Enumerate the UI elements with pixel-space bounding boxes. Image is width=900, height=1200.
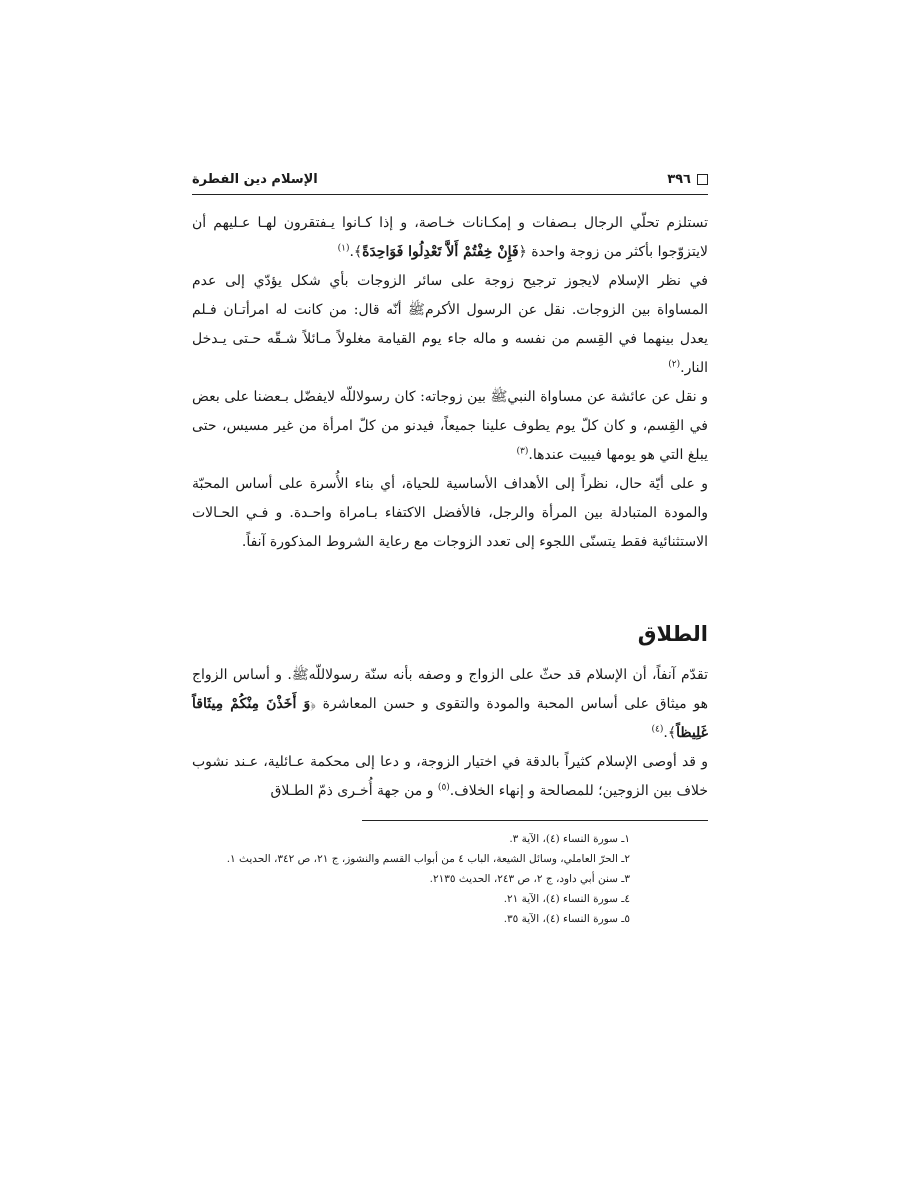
footnote-ref: (٥) xyxy=(437,782,450,793)
footnotes xyxy=(192,829,708,929)
section-heading: الطلاق xyxy=(637,622,708,646)
square-box-icon xyxy=(697,174,708,185)
section-paragraph-2: و قد أوصى الإسلام كثيراً بالدقة في اختيار الزوجة، و دعا إلى محكمة عـائلية، عـند نشوب خلاف بين الزوجين؛ للمصالحة و إنهاء الخلاف.$^{(٥)}$ و من جهة أُخـرى ذمّ الطـلاق xyxy=(192,754,708,799)
footnote: ١ـ سورة النساء (٤)، الآية ٣. xyxy=(509,833,630,845)
footnote-separator xyxy=(362,820,708,821)
book-title: الإسلام دين الفطرة xyxy=(192,172,318,187)
paragraph-4: و على أيّة حال، نظراً إلى الأهداف الأساسية للحياة، أي بناء الأُسرة على أساس المحبّة والمودة المتبادلة بين المرأة والرجل، فالأفضل الاكتفاء بـامراة واحـدة. و فـي الحـالات الاستثنائية فقط يتسنّى اللجوء إلى تعدد الزوجات مع رعاية الشروط المذكورة آنفاً. xyxy=(192,476,708,550)
footnote-ref: (١) xyxy=(337,243,350,254)
quran-verse: فَإِنْ خِفْتُمْ أَلاَّ تَعْدِلُوا فَوَاحِدَةً xyxy=(362,244,519,260)
page-number-group xyxy=(667,172,708,187)
footnote-ref: (٢) xyxy=(668,359,681,370)
footnote: ٢ـ الحرّ العاملي، وسائل الشيعة، الباب ٤ من أبواب القسم والنشوز، ج ٢١، ص ٣٤٢، الحديث ١. xyxy=(226,853,630,865)
quran-verse: وَ أَخَذْنَ مِنْكُمْ مِيثَاقاً غَلِيظاً xyxy=(192,696,708,741)
paragraph-1: تستلزم تحلّي الرجال بـصفات و إمكـانات خـاصة، و إذا كـانوا يـفتقرون لهـا عـليهم أن لايتزوّجوا بأكثر من زوجة واحدة ﴿فَإِنْ خِفْتُمْ أَلاَّ تَعْدِلُوا فَوَاحِدَةً﴾.$^{(١)}$ xyxy=(192,215,708,260)
page-number: ٣٩٦ xyxy=(667,172,691,187)
footnote-ref: (٤) xyxy=(651,724,664,735)
footnote-ref: (٣) xyxy=(516,446,529,457)
paragraph-3: و نقل عن عائشة عن مساواة النبيﷺ بين زوجاته: كان رسولاللّه لايفضّل بـعضنا على بعض في القِسم، و كان كلّ يوم يطوف علينا جميعاً، فيدنو من كلّ امرأة من غير مسيس، حتى يبلغ التي هو يومها فيبيت عندها.$^{(٣)}$ xyxy=(192,389,708,463)
footnote: ٥ـ سورة النساء (٤)، الآية ٣٥. xyxy=(503,913,630,925)
book-page xyxy=(192,170,708,929)
paragraph-2: في نظر الإسلام لايجوز ترجيح زوجة على سائر الزوجات بأي شكل يؤدّي إلى عدم المساواة بين الزوجات. نقل عن الرسول الأكرمﷺ أنّه قال: من كانت له امرأتـان فـلم يعدل بينهما في القِسم من نفسه و ماله جاء يوم القيامة مغلولاً مـائلاً شـقّه حـتى يـدخل النار.$^{(٢)}$ xyxy=(192,273,708,376)
section-paragraph-1: تقدّم آنفاً، أن الإسلام قد حثّ على الزواج و وصفه بأنه سنّة رسولاللّهﷺ. و أساس الزواج هو ميثاق على أساس المحبة والمودة والتقوى و حسن المعاشرة ﴿وَ أَخَذْنَ مِنْكُمْ مِيثَاقاً غَلِيظاً﴾.$^{(٤)}$ xyxy=(192,667,708,741)
main-text xyxy=(192,209,708,806)
page-header xyxy=(192,170,708,195)
footnote: ٣ـ سنن أبي داود، ج ٢، ص ٢٤٣، الحديث ٢١٣٥. xyxy=(429,873,630,885)
footnote: ٤ـ سورة النساء (٤)، الآية ٢١. xyxy=(503,893,630,905)
